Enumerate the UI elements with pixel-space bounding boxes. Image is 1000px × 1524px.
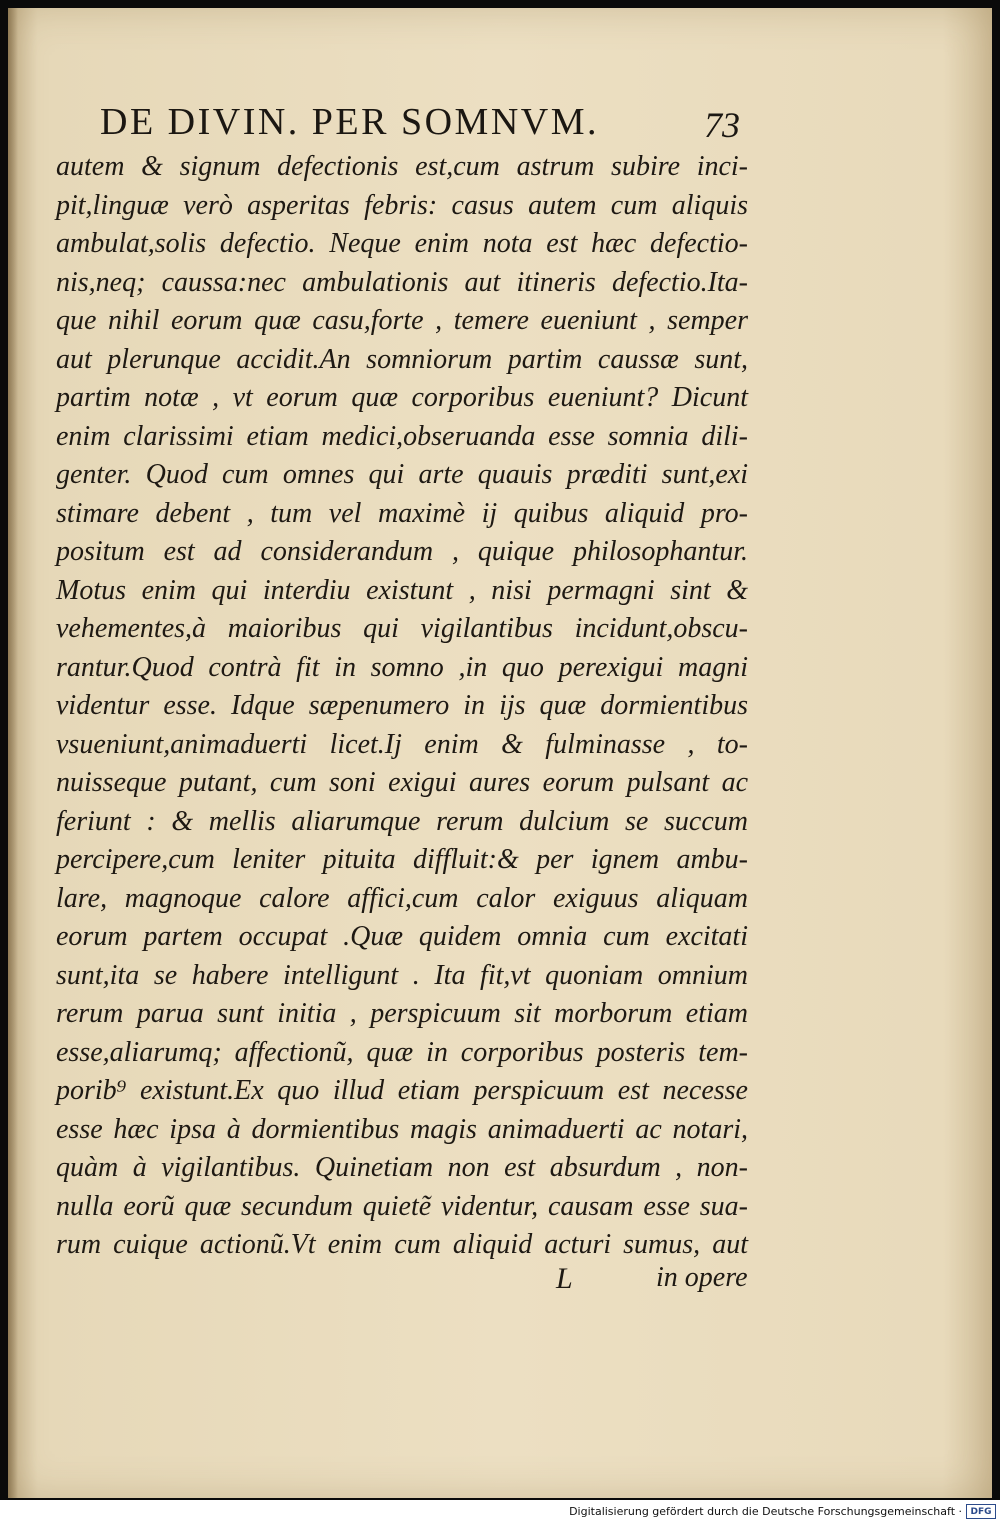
text-line: que nihil eorum quæ casu,forte , temere eueniunt , semper xyxy=(56,305,748,336)
text-line: stimare debent , tum vel maximè ij quibus aliquid pro- xyxy=(56,497,748,529)
text-line: genter. Quod cum omnes qui arte quauis præditi sunt,exi xyxy=(56,459,748,490)
text-line: Motus enim qui interdiu existunt , nisi permagni sint & xyxy=(56,574,748,606)
text-line: porib⁹ existunt.Ex quo illud etiam perspicuum est necesse xyxy=(56,1075,748,1106)
text-line: percipere,cum leniter pituita diffluit:& per ignem ambu- xyxy=(56,844,748,875)
funding-credit: Digitalisierung gefördert durch die Deutsche Forschungsgemeinschaft · xyxy=(569,1505,962,1518)
text-line: eorum partem occupat .Quæ quidem omnia cum excitati xyxy=(56,921,748,952)
text-line: vsueniunt,animaduerti licet.Ij enim & fulminasse , to- xyxy=(56,728,748,760)
body-text xyxy=(56,148,748,1265)
text-line: pit,linguæ verò asperitas febris: casus autem cum aliquis xyxy=(56,189,748,221)
text-line: quàm à vigilantibus. Quinetiam non est absurdum , non- xyxy=(56,1152,748,1183)
text-line: esse hæc ipsa à dormientibus magis animaduerti ac notari, xyxy=(56,1113,748,1145)
text-line: ambulat,solis defectio. Neque enim nota est hæc defectio- xyxy=(56,228,748,259)
page-number: 73 xyxy=(704,105,740,145)
book-page xyxy=(8,8,992,1498)
text-line: rantur.Quod contrà fit in somno ,in quo perexigui magni xyxy=(56,651,748,683)
text-line: videntur esse. Idque sæpenumero in ijs quæ dormientibus xyxy=(56,690,748,721)
text-line: aut plerunque accidit.An somniorum partim caussæ sunt, xyxy=(56,343,748,375)
text-line: nis,neq; caussa:nec ambulationis aut itineris defectio.Ita- xyxy=(56,266,748,298)
running-head xyxy=(100,100,740,150)
text-line: rerum parua sunt initia , perspicuum sit morborum etiam xyxy=(56,998,748,1029)
text-line: sunt,ita se habere intelligunt . Ita fit,vt quoniam omnium xyxy=(56,959,748,991)
text-line: rum cuique actionũ.Vt enim cum aliquid acturi sumus, aut xyxy=(56,1229,748,1260)
text-line: feriunt : & mellis aliarumque rerum dulcium se succum xyxy=(56,805,748,837)
text-line: enim clarissimi etiam medici,obseruanda esse somnia dili- xyxy=(56,420,748,452)
text-line: lare, magnoque calore affici,cum calor exiguus aliquam xyxy=(56,882,748,914)
catchword: in opere xyxy=(656,1262,748,1293)
text-line: partim notæ , vt eorum quæ corporibus eueniunt? Dicunt xyxy=(56,382,748,413)
running-title: DE DIVIN. PER SOMNVM. xyxy=(100,101,600,143)
footer-bar xyxy=(0,1500,1000,1524)
signature-mark: L xyxy=(556,1262,573,1295)
text-line: esse,aliarumq; affectionũ, quæ in corporibus posteris tem- xyxy=(56,1036,748,1068)
text-line: nuisseque putant, cum soni exigui aures eorum pulsant ac xyxy=(56,767,748,798)
text-line: positum est ad considerandum , quique philosophantur. xyxy=(56,536,748,567)
text-line: vehementes,à maioribus qui vigilantibus incidunt,obscu- xyxy=(56,613,748,644)
dfg-logo-icon: DFG xyxy=(966,1504,996,1519)
text-line: nulla eorũ quæ secundum quietẽ videntur, causam esse sua- xyxy=(56,1190,748,1222)
text-line: autem & signum defectionis est,cum astrum subire inci- xyxy=(56,151,748,182)
